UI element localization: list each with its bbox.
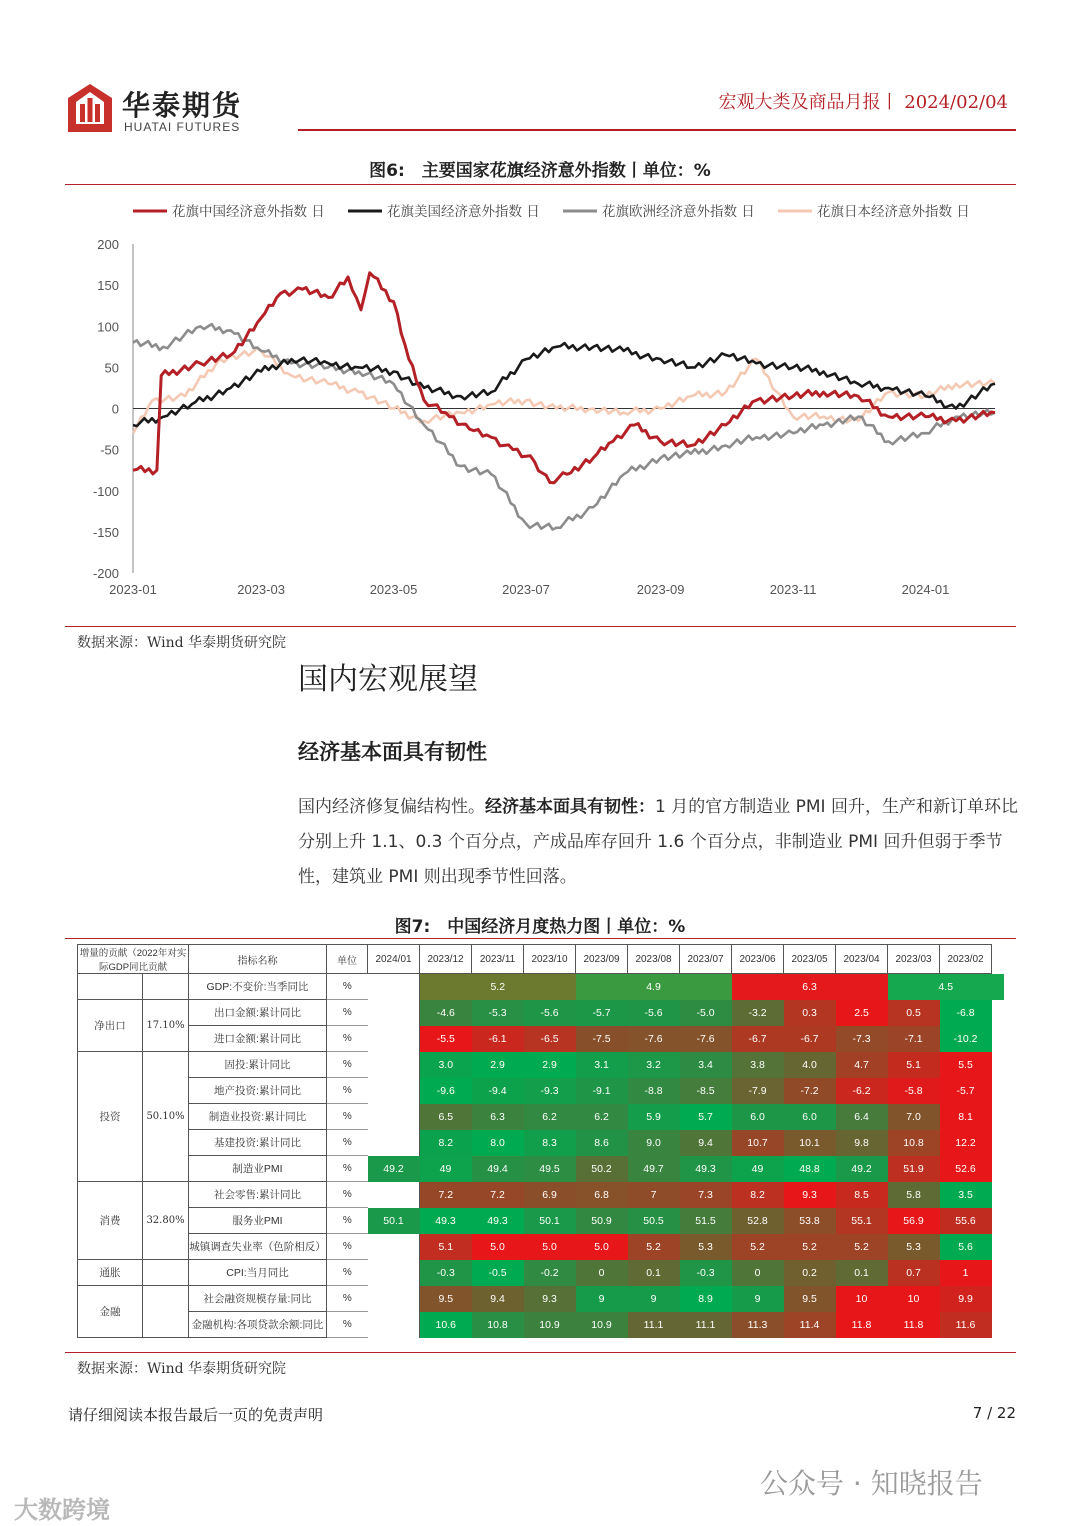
heatmap-column-header: 指标名称 bbox=[189, 945, 327, 974]
heatmap-cell: 9.3 bbox=[784, 1182, 836, 1208]
heatmap-cell: 49.3 bbox=[420, 1208, 472, 1234]
heatmap-cell: 5.3 bbox=[680, 1234, 732, 1260]
heatmap-column-header: 2024/01 bbox=[368, 945, 420, 974]
heatmap-cell: 8.2 bbox=[420, 1130, 472, 1156]
heatmap-row bbox=[78, 1260, 1005, 1286]
heatmap-cell: 9.0 bbox=[628, 1130, 680, 1156]
heatmap-cell: 50.1 bbox=[368, 1208, 420, 1234]
heatmap-cell: -6.7 bbox=[732, 1026, 784, 1052]
indicator-name: 金融机构:各项贷款余额:同比 bbox=[189, 1312, 327, 1338]
heatmap-cell: 7.2 bbox=[420, 1182, 472, 1208]
heatmap-cell: -4.6 bbox=[420, 1000, 472, 1026]
heatmap-cell: 6.8 bbox=[576, 1182, 628, 1208]
series-line bbox=[133, 273, 995, 483]
heatmap-cell: 5.7 bbox=[680, 1104, 732, 1130]
heatmap-cell bbox=[368, 1260, 420, 1286]
logo-text-en: HUATAI FUTURES bbox=[124, 120, 241, 134]
indicator-name: GDP:不变价:当季同比 bbox=[189, 974, 327, 1000]
indicator-name: 地产投资:累计同比 bbox=[189, 1078, 327, 1104]
heatmap-cell: 7.0 bbox=[888, 1104, 940, 1130]
heatmap-cell: 49.2 bbox=[368, 1156, 420, 1182]
indicator-name: 服务业PMI bbox=[189, 1208, 327, 1234]
heatmap-cell: 5.8 bbox=[888, 1182, 940, 1208]
heatmap-cell: 8.2 bbox=[732, 1182, 784, 1208]
heatmap-cell: 6.0 bbox=[784, 1104, 836, 1130]
heatmap-row bbox=[78, 1104, 1005, 1130]
indicator-unit: % bbox=[327, 1208, 368, 1234]
heatmap-cell: -6.7 bbox=[784, 1026, 836, 1052]
indicator-unit: % bbox=[327, 1104, 368, 1130]
indicator-name: 制造业投资:累计同比 bbox=[189, 1104, 327, 1130]
heatmap-cell: 7 bbox=[628, 1182, 680, 1208]
heatmap-column-header: 2023/03 bbox=[888, 945, 940, 974]
china-economy-heatmap bbox=[77, 944, 1004, 1338]
heatmap-cell: 10.9 bbox=[524, 1312, 576, 1338]
heatmap-row bbox=[78, 1312, 1005, 1338]
heatmap-cell: 7.2 bbox=[472, 1182, 524, 1208]
heatmap-cell: 11.8 bbox=[836, 1312, 888, 1338]
heatmap-cell: 6.0 bbox=[732, 1104, 784, 1130]
heatmap-cell: 9 bbox=[628, 1286, 680, 1312]
x-tick-label: 2023-07 bbox=[502, 582, 550, 597]
heatmap-cell: 49.7 bbox=[628, 1156, 680, 1182]
indicator-name: 社会融资规模存量:同比 bbox=[189, 1286, 327, 1312]
heatmap-cell: 11.1 bbox=[680, 1312, 732, 1338]
indicator-unit: % bbox=[327, 1130, 368, 1156]
indicator-name: CPI:当月同比 bbox=[189, 1260, 327, 1286]
heatmap-cell: 8.1 bbox=[940, 1104, 992, 1130]
heatmap-cell: 5.0 bbox=[524, 1234, 576, 1260]
heatmap-cell: 8.0 bbox=[472, 1130, 524, 1156]
group-label bbox=[78, 974, 143, 1000]
heatmap-row bbox=[78, 1130, 1005, 1156]
y-tick-label: -200 bbox=[92, 566, 119, 581]
heatmap-cell: 9 bbox=[576, 1286, 628, 1312]
group-contribution: 17.10% bbox=[143, 1000, 189, 1052]
indicator-unit: % bbox=[327, 1078, 368, 1104]
heatmap-row bbox=[78, 974, 1005, 1000]
group-contribution bbox=[143, 1286, 189, 1338]
indicator-name: 进口金额:累计同比 bbox=[189, 1026, 327, 1052]
heatmap-cell: 0.7 bbox=[888, 1260, 940, 1286]
heatmap-cell: -9.6 bbox=[420, 1078, 472, 1104]
heatmap-cell: -8.8 bbox=[628, 1078, 680, 1104]
indicator-unit: % bbox=[327, 1156, 368, 1182]
heatmap-column-header: 2023/02 bbox=[940, 945, 992, 974]
heatmap-row bbox=[78, 1234, 1005, 1260]
y-tick-label: 100 bbox=[97, 319, 119, 335]
heatmap-cell: 5.6 bbox=[940, 1234, 992, 1260]
heatmap-row bbox=[78, 1052, 1005, 1078]
huatai-logo-icon bbox=[68, 84, 112, 132]
heatmap-cell: -5.6 bbox=[628, 1000, 680, 1026]
heatmap-cell: 0.2 bbox=[784, 1260, 836, 1286]
figure6-top-rule bbox=[65, 184, 1016, 185]
heatmap-cell: 50.2 bbox=[576, 1156, 628, 1182]
heatmap-cell: -9.1 bbox=[576, 1078, 628, 1104]
body-paragraph bbox=[298, 790, 1018, 895]
heatmap-cell: -7.3 bbox=[836, 1026, 888, 1052]
y-tick-label: -150 bbox=[92, 524, 119, 540]
series-line bbox=[133, 348, 995, 433]
heatmap-cell: 10 bbox=[888, 1286, 940, 1312]
heatmap-column-header: 增量的贡献（2022年对实际GDP同比贡献 bbox=[78, 945, 189, 974]
heatmap-cell: 49.3 bbox=[472, 1208, 524, 1234]
heatmap-cell: 11.8 bbox=[888, 1312, 940, 1338]
heatmap-cell bbox=[368, 974, 420, 1000]
indicator-unit: % bbox=[327, 1286, 368, 1312]
x-tick-label: 2023-01 bbox=[109, 582, 157, 597]
heatmap-cell: 3.0 bbox=[420, 1052, 472, 1078]
heatmap-row bbox=[78, 1026, 1005, 1052]
indicator-name: 基建投资:累计同比 bbox=[189, 1130, 327, 1156]
heatmap-cell: 50.9 bbox=[576, 1208, 628, 1234]
heatmap-cell: 5.2 bbox=[836, 1234, 888, 1260]
group-label: 投资 bbox=[78, 1052, 143, 1182]
figure7-top-rule bbox=[65, 938, 1016, 939]
heatmap-cell: -0.3 bbox=[420, 1260, 472, 1286]
y-tick-label: 200 bbox=[97, 237, 119, 252]
heatmap-column-header: 单位 bbox=[327, 945, 368, 974]
heatmap-cell: 49.5 bbox=[524, 1156, 576, 1182]
heatmap-cell: 10.8 bbox=[472, 1312, 524, 1338]
indicator-unit: % bbox=[327, 1182, 368, 1208]
heatmap-cell: -0.2 bbox=[524, 1260, 576, 1286]
heatmap-column-header: 2023/12 bbox=[420, 945, 472, 974]
heatmap-cell: 9.5 bbox=[784, 1286, 836, 1312]
indicator-unit: % bbox=[327, 1260, 368, 1286]
heatmap-cell: 3.2 bbox=[628, 1052, 680, 1078]
legend-label: 花旗中国经济意外指数 日 bbox=[172, 204, 325, 220]
logo-text-cn: 华泰期货 bbox=[122, 89, 243, 122]
heatmap-cell: 52.8 bbox=[732, 1208, 784, 1234]
heatmap-cell: 6.5 bbox=[420, 1104, 472, 1130]
report-header-title: 宏观大类及商品月报丨 2024/02/04 bbox=[718, 92, 1008, 113]
heatmap-cell: -8.5 bbox=[680, 1078, 732, 1104]
heatmap-cell: 11.6 bbox=[940, 1312, 992, 1338]
heatmap-cell: 10.8 bbox=[888, 1130, 940, 1156]
heatmap-cell bbox=[368, 1286, 420, 1312]
group-contribution: 32.80% bbox=[143, 1182, 189, 1260]
heatmap-column-header: 2023/09 bbox=[576, 945, 628, 974]
heatmap-cell: 5.9 bbox=[628, 1104, 680, 1130]
heatmap-column-header: 2023/08 bbox=[628, 945, 680, 974]
figure6-bottom-rule bbox=[65, 626, 1016, 627]
heatmap-cell: 1 bbox=[940, 1260, 992, 1286]
heatmap-cell: -9.3 bbox=[524, 1078, 576, 1104]
corner-watermark: 大数跨境 bbox=[14, 1496, 110, 1524]
heatmap-column-header: 2023/11 bbox=[472, 945, 524, 974]
heatmap-cell: 5.1 bbox=[420, 1234, 472, 1260]
heatmap-cell: 3.8 bbox=[732, 1052, 784, 1078]
heatmap-cell: 11.3 bbox=[732, 1312, 784, 1338]
series-line bbox=[133, 324, 995, 529]
heatmap-cell: 49 bbox=[732, 1156, 784, 1182]
heatmap-cell: 50.1 bbox=[524, 1208, 576, 1234]
heatmap-cell: 4.5 bbox=[888, 974, 1004, 1000]
heatmap-cell: 10.1 bbox=[784, 1130, 836, 1156]
heatmap-cell: -5.0 bbox=[680, 1000, 732, 1026]
heatmap-cell: 7.3 bbox=[680, 1182, 732, 1208]
heatmap-cell: 8.3 bbox=[524, 1130, 576, 1156]
indicator-name: 固投:累计同比 bbox=[189, 1052, 327, 1078]
heatmap-cell: 2.5 bbox=[836, 1000, 888, 1026]
heatmap-cell: 6.2 bbox=[576, 1104, 628, 1130]
heatmap-cell: -5.3 bbox=[472, 1000, 524, 1026]
para-lead: 国内经济修复偏结构性。 bbox=[298, 797, 485, 817]
heatmap-cell bbox=[368, 1104, 420, 1130]
heatmap-cell: 6.3 bbox=[472, 1104, 524, 1130]
heatmap-row bbox=[78, 1208, 1005, 1234]
heatmap-cell bbox=[368, 1078, 420, 1104]
figure7-bottom-rule bbox=[65, 1352, 1016, 1353]
y-tick-label: -50 bbox=[100, 442, 119, 458]
heatmap-cell: -5.7 bbox=[576, 1000, 628, 1026]
x-tick-label: 2023-05 bbox=[369, 582, 418, 597]
heatmap-cell: 9.3 bbox=[524, 1286, 576, 1312]
heatmap-cell: 5.0 bbox=[472, 1234, 524, 1260]
heatmap-cell: 10.7 bbox=[732, 1130, 784, 1156]
legend-label: 花旗美国经济意外指数 日 bbox=[387, 204, 540, 220]
heatmap-cell: 0 bbox=[576, 1260, 628, 1286]
indicator-unit: % bbox=[327, 1000, 368, 1026]
heatmap-cell: -0.3 bbox=[680, 1260, 732, 1286]
heatmap-cell: 48.8 bbox=[784, 1156, 836, 1182]
x-tick-label: 2023-09 bbox=[636, 582, 685, 597]
heatmap-cell: -7.9 bbox=[732, 1078, 784, 1104]
heatmap-cell: 8.6 bbox=[576, 1130, 628, 1156]
group-contribution bbox=[143, 974, 189, 1000]
heatmap-cell: 2.9 bbox=[524, 1052, 576, 1078]
indicator-name: 出口金额:累计同比 bbox=[189, 1000, 327, 1026]
heatmap-cell: -7.2 bbox=[784, 1078, 836, 1104]
heatmap-cell: 5.2 bbox=[784, 1234, 836, 1260]
wechat-watermark: 公众号 · 知晓报告 bbox=[760, 1467, 983, 1500]
heatmap-cell: 3.5 bbox=[940, 1182, 992, 1208]
heatmap-cell: -9.4 bbox=[472, 1078, 524, 1104]
y-tick-label: 0 bbox=[111, 401, 119, 417]
indicator-name: 社会零售:累计同比 bbox=[189, 1182, 327, 1208]
heatmap-cell: 49.3 bbox=[680, 1156, 732, 1182]
heatmap-cell: 56.9 bbox=[888, 1208, 940, 1234]
heatmap-cell bbox=[368, 1052, 420, 1078]
figure6-source: 数据来源：Wind 华泰期货研究院 bbox=[77, 635, 287, 651]
indicator-unit: % bbox=[327, 974, 368, 1000]
heatmap-row bbox=[78, 1182, 1005, 1208]
heatmap-column-header: 2023/04 bbox=[836, 945, 888, 974]
indicator-unit: % bbox=[327, 1234, 368, 1260]
x-tick-label: 2023-11 bbox=[769, 582, 817, 597]
heatmap-cell: 49.2 bbox=[836, 1156, 888, 1182]
heatmap-cell: 9 bbox=[732, 1286, 784, 1312]
heatmap-cell: -5.6 bbox=[524, 1000, 576, 1026]
heatmap-cell: -5.5 bbox=[420, 1026, 472, 1052]
heatmap-cell: 4.7 bbox=[836, 1052, 888, 1078]
heatmap-cell: 6.9 bbox=[524, 1182, 576, 1208]
heatmap-cell: 0.3 bbox=[784, 1000, 836, 1026]
figure6-title: 图6: 主要国家花旗经济意外指数丨单位：% bbox=[369, 161, 711, 181]
legend-label: 花旗欧洲经济意外指数 日 bbox=[602, 204, 755, 220]
heatmap-cell bbox=[368, 1312, 420, 1338]
figure7-source: 数据来源：Wind 华泰期货研究院 bbox=[77, 1361, 287, 1377]
heatmap-cell: -7.5 bbox=[576, 1026, 628, 1052]
heatmap-column-header: 2023/10 bbox=[524, 945, 576, 974]
heatmap-cell: 53.8 bbox=[784, 1208, 836, 1234]
heatmap-cell bbox=[368, 1182, 420, 1208]
heatmap-cell: -7.6 bbox=[680, 1026, 732, 1052]
heatmap-cell: -10.2 bbox=[940, 1026, 992, 1052]
heatmap-cell: 3.1 bbox=[576, 1052, 628, 1078]
group-label: 金融 bbox=[78, 1286, 143, 1338]
heatmap-cell: 55.1 bbox=[836, 1208, 888, 1234]
heatmap-cell: -5.7 bbox=[940, 1078, 992, 1104]
heatmap-cell: 5.3 bbox=[888, 1234, 940, 1260]
heatmap-cell: 6.2 bbox=[524, 1104, 576, 1130]
heatmap-column-header: 2023/05 bbox=[784, 945, 836, 974]
heatmap-cell: 10.6 bbox=[420, 1312, 472, 1338]
indicator-unit: % bbox=[327, 1312, 368, 1338]
heatmap-cell: -6.5 bbox=[524, 1026, 576, 1052]
heatmap-cell: 2.9 bbox=[472, 1052, 524, 1078]
x-tick-label: 2023-03 bbox=[237, 582, 285, 597]
heatmap-row bbox=[78, 1156, 1005, 1182]
heatmap-cell bbox=[368, 1234, 420, 1260]
heatmap-cell: 9.5 bbox=[420, 1286, 472, 1312]
heatmap-cell: 6.4 bbox=[836, 1104, 888, 1130]
indicator-unit: % bbox=[327, 1026, 368, 1052]
group-label: 通胀 bbox=[78, 1260, 143, 1286]
group-label: 消费 bbox=[78, 1182, 143, 1260]
heatmap-cell bbox=[368, 1026, 420, 1052]
heatmap-cell: 0.5 bbox=[888, 1000, 940, 1026]
heatmap-cell: -6.2 bbox=[836, 1078, 888, 1104]
heatmap-cell: 52.6 bbox=[940, 1156, 992, 1182]
section-heading: 国内宏观展望 bbox=[298, 662, 478, 697]
heatmap-cell: 11.1 bbox=[628, 1312, 680, 1338]
heatmap-cell: 5.2 bbox=[732, 1234, 784, 1260]
para-bold: 经济基本面具有韧性： bbox=[485, 797, 655, 817]
heatmap-cell: 55.6 bbox=[940, 1208, 992, 1234]
x-tick-label: 2024-01 bbox=[901, 582, 950, 597]
y-tick-label: 50 bbox=[104, 360, 119, 376]
heatmap-cell: -7.6 bbox=[628, 1026, 680, 1052]
heatmap-cell: 0.1 bbox=[628, 1260, 680, 1286]
indicator-name: 城镇调查失业率（色阶相反） bbox=[189, 1234, 327, 1260]
heatmap-cell: 10.9 bbox=[576, 1312, 628, 1338]
series-line bbox=[133, 343, 995, 426]
heatmap-cell: 4.9 bbox=[576, 974, 732, 1000]
subsection-heading: 经济基本面具有韧性 bbox=[298, 740, 487, 764]
heatmap-cell: -6.8 bbox=[940, 1000, 992, 1026]
heatmap-column-header: 2023/07 bbox=[680, 945, 732, 974]
y-tick-label: 150 bbox=[97, 278, 119, 294]
y-tick-label: -100 bbox=[92, 483, 119, 499]
heatmap-cell: 4.0 bbox=[784, 1052, 836, 1078]
heatmap-cell: 9.4 bbox=[472, 1286, 524, 1312]
heatmap-cell: 8.9 bbox=[680, 1286, 732, 1312]
group-label: 净出口 bbox=[78, 1000, 143, 1052]
heatmap-cell: 10 bbox=[836, 1286, 888, 1312]
heatmap-cell: 5.1 bbox=[888, 1052, 940, 1078]
heatmap-cell: -3.2 bbox=[732, 1000, 784, 1026]
heatmap-cell: 49 bbox=[420, 1156, 472, 1182]
page-number: 7 / 22 bbox=[972, 1404, 1016, 1422]
heatmap-header-row bbox=[78, 945, 1005, 974]
heatmap-cell: 51.9 bbox=[888, 1156, 940, 1182]
heatmap-cell: 9.4 bbox=[680, 1130, 732, 1156]
header-divider bbox=[298, 129, 1016, 131]
heatmap-cell: 5.0 bbox=[576, 1234, 628, 1260]
heatmap-cell: 3.4 bbox=[680, 1052, 732, 1078]
heatmap-cell: 12.2 bbox=[940, 1130, 992, 1156]
heatmap-cell: 50.5 bbox=[628, 1208, 680, 1234]
heatmap-column-header: 2023/06 bbox=[732, 945, 784, 974]
heatmap-cell: 9.8 bbox=[836, 1130, 888, 1156]
heatmap-row bbox=[78, 1000, 1005, 1026]
heatmap-cell: -7.1 bbox=[888, 1026, 940, 1052]
heatmap-cell: -5.8 bbox=[888, 1078, 940, 1104]
heatmap-cell: 49.4 bbox=[472, 1156, 524, 1182]
heatmap-cell: 11.4 bbox=[784, 1312, 836, 1338]
heatmap-cell: 6.3 bbox=[732, 974, 888, 1000]
heatmap-cell: 9.9 bbox=[940, 1286, 992, 1312]
heatmap-cell: 8.5 bbox=[836, 1182, 888, 1208]
heatmap-cell bbox=[368, 1000, 420, 1026]
heatmap-cell: 5.2 bbox=[420, 974, 576, 1000]
indicator-name: 制造业PMI bbox=[189, 1156, 327, 1182]
heatmap-cell: -0.5 bbox=[472, 1260, 524, 1286]
citi-surprise-index-chart bbox=[65, 192, 1016, 612]
heatmap-cell: 0 bbox=[732, 1260, 784, 1286]
legend-label: 花旗日本经济意外指数 日 bbox=[817, 204, 970, 220]
heatmap-row bbox=[78, 1078, 1005, 1104]
heatmap-cell bbox=[368, 1130, 420, 1156]
heatmap-cell: 5.5 bbox=[940, 1052, 992, 1078]
heatmap-cell: 51.5 bbox=[680, 1208, 732, 1234]
heatmap-cell: -6.1 bbox=[472, 1026, 524, 1052]
figure7-title: 图7: 中国经济月度热力图丨单位：% bbox=[394, 917, 686, 937]
footer-disclaimer: 请仔细阅读本报告最后一页的免责声明 bbox=[68, 1406, 324, 1424]
heatmap-cell: 0.1 bbox=[836, 1260, 888, 1286]
group-contribution bbox=[143, 1260, 189, 1286]
group-contribution: 50.10% bbox=[143, 1052, 189, 1182]
indicator-unit: % bbox=[327, 1052, 368, 1078]
heatmap-row bbox=[78, 1286, 1005, 1312]
heatmap-cell: 5.2 bbox=[628, 1234, 680, 1260]
para-rest: 1 月的官方制造业 PMI 回升，生产和新订单环比分别上升 1.1、0.3 个百分点，产成品库存回升 1.6 个百分点，非制造业 PMI 回升但弱于季节性，建筑业 PMI 则出现季节性回落。 bbox=[298, 797, 1018, 887]
